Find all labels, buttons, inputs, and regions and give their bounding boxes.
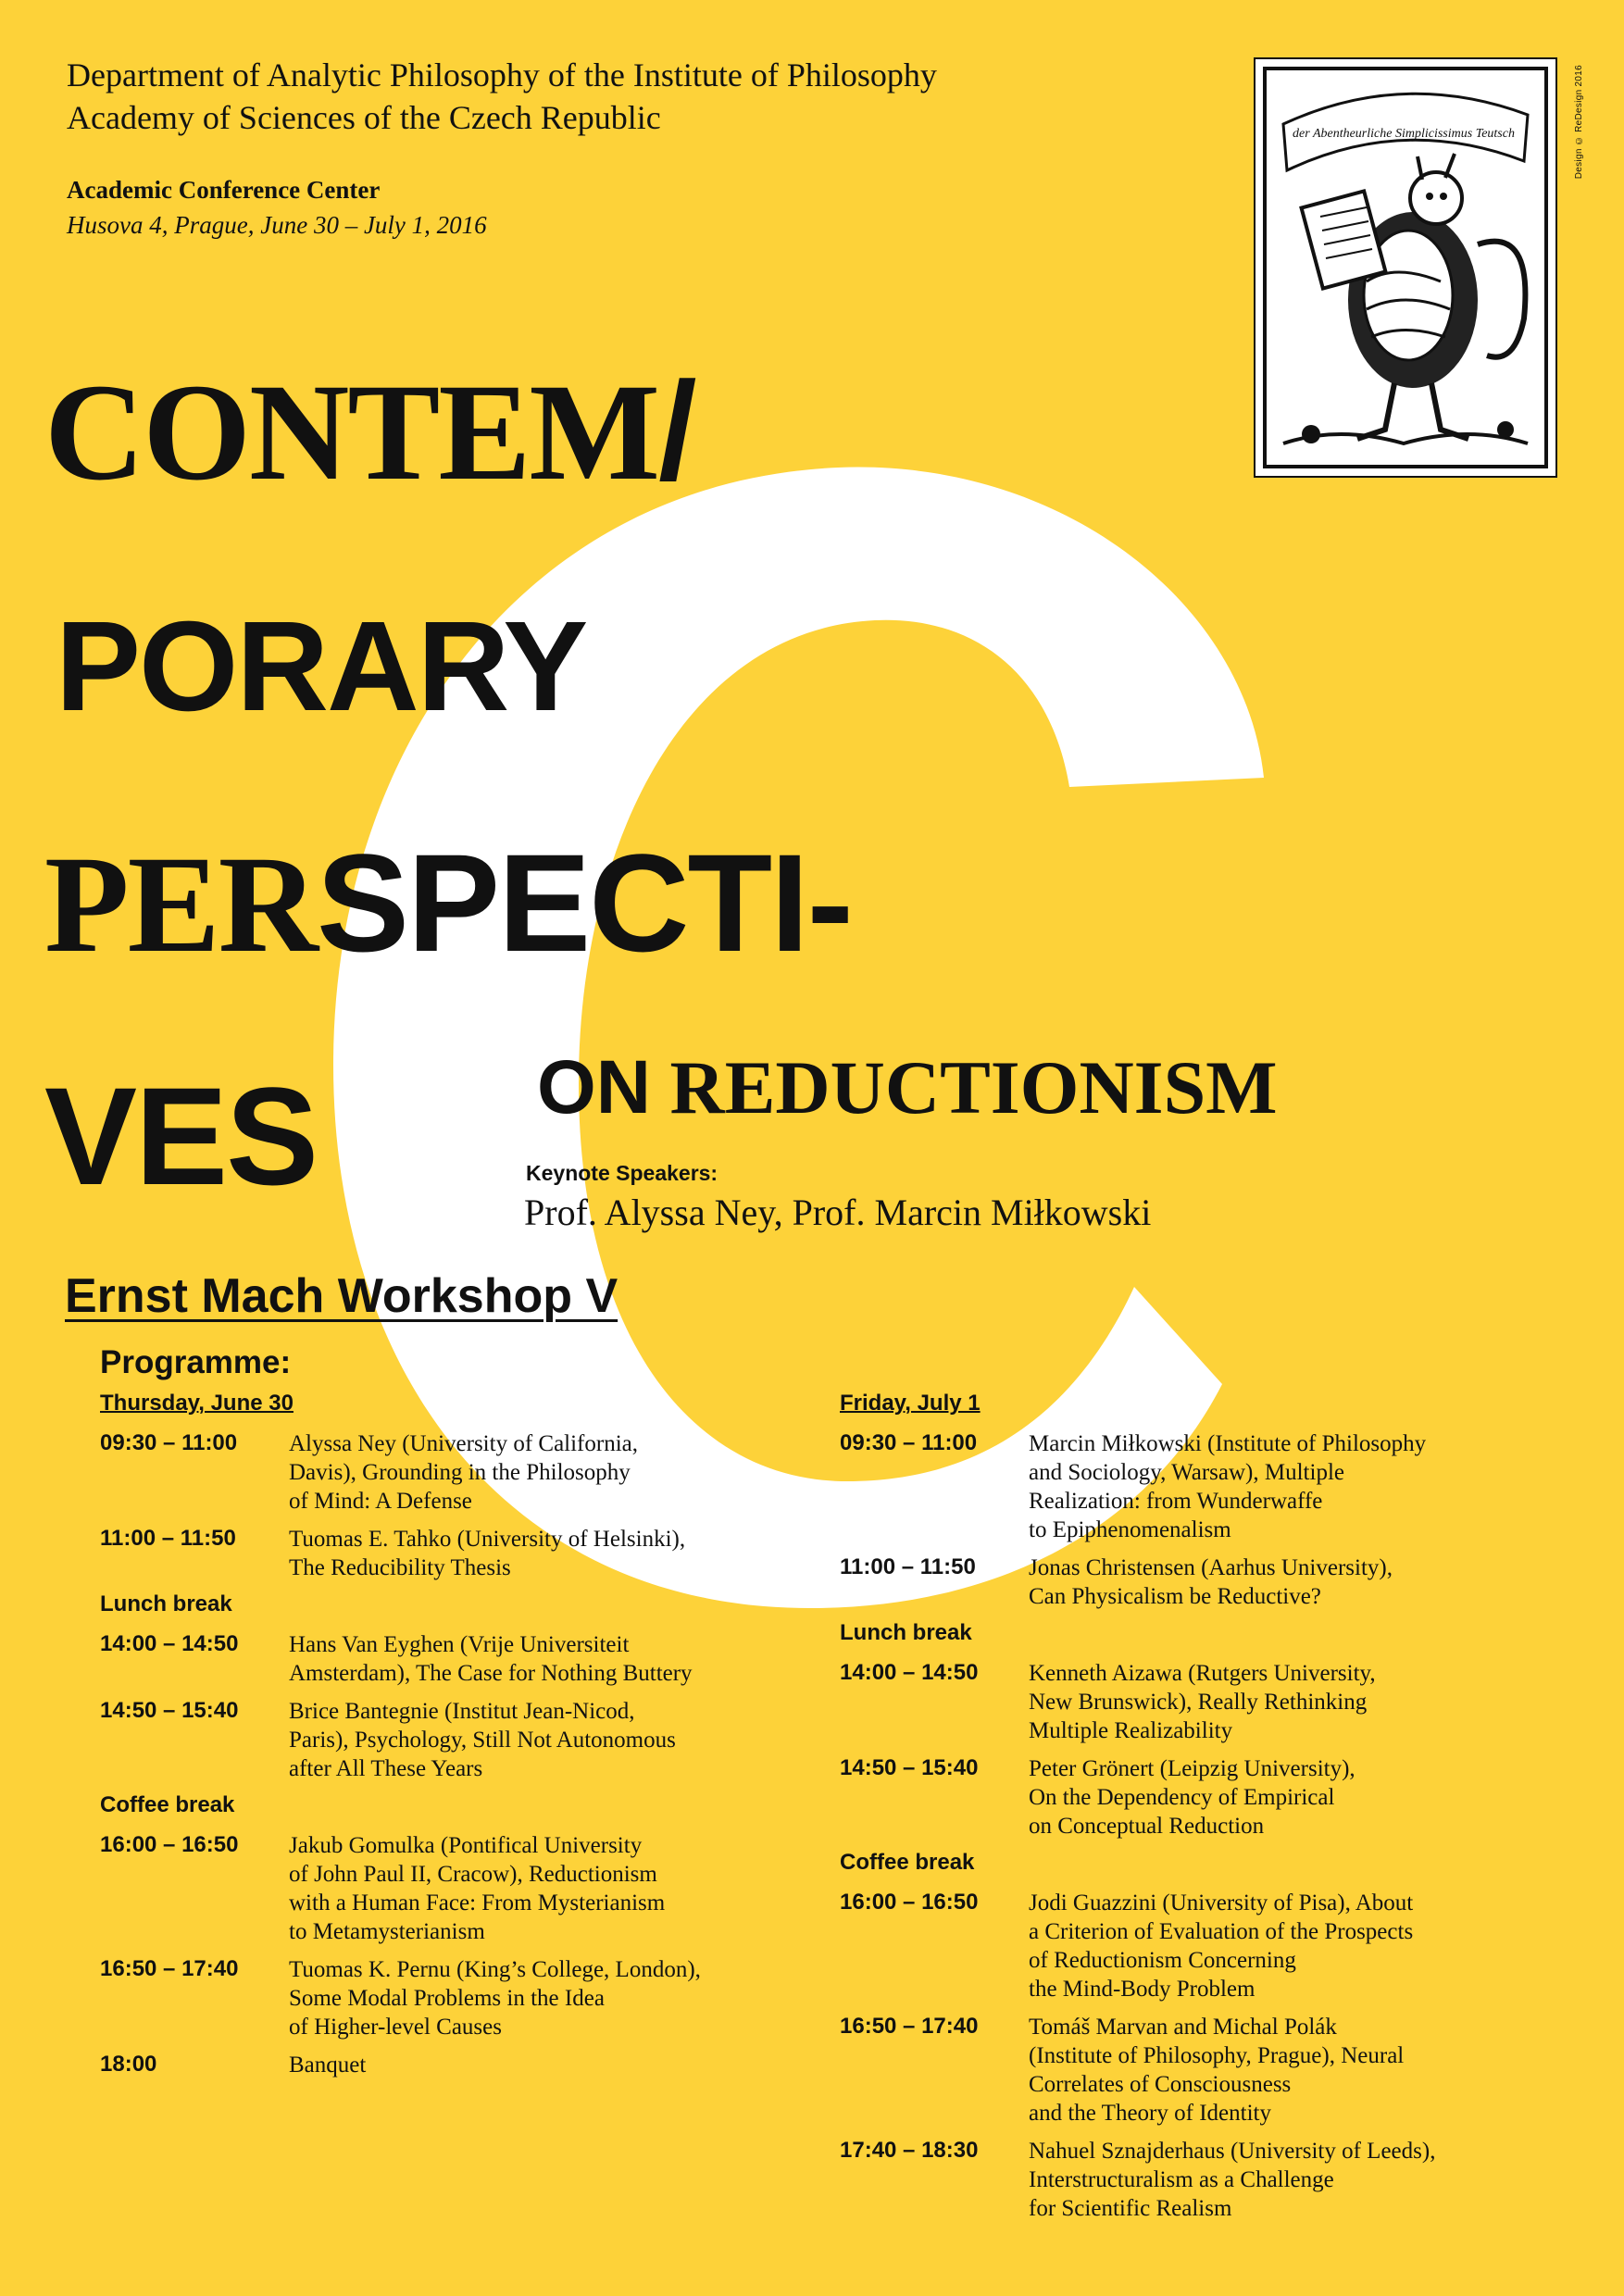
session-row [840, 1554, 1506, 1611]
organizer-line-2: Academy of Sciences of the Czech Republic [67, 99, 661, 136]
venue-block [67, 172, 487, 243]
session-row [840, 2137, 1506, 2223]
session-time: 14:50 – 15:40 [100, 1698, 239, 1723]
session-row [100, 2051, 767, 2079]
break-label: Lunch break [100, 1591, 232, 1616]
session-talk: Jonas Christensen (Aarhus University), Can Physicalism be Reductive? [1029, 1555, 1393, 1609]
session-row [100, 1525, 767, 1582]
title-line-1-serif: CONTEM [44, 356, 658, 509]
venue-name: Academic Conference Center [67, 176, 381, 204]
title-line-2: PORARY [56, 595, 587, 738]
venue-details: Husova 4, Prague, June 30 – July 1, 2016 [67, 211, 487, 239]
session-row [840, 1659, 1506, 1745]
schedule-thursday [100, 1391, 767, 2089]
day-heading: Thursday, June 30 [100, 1391, 294, 1416]
programme-label: Programme: [100, 1344, 292, 1380]
session-talk: Marcin Miłkowski (Institute of Philosophy and Sociology, Warsaw), Multiple Realization: from Wunderwaffe to Epiphenomenalism [1029, 1431, 1427, 1542]
session-time: 11:00 – 11:50 [840, 1554, 976, 1579]
session-time: 11:00 – 11:50 [100, 1526, 236, 1551]
organizer-header [67, 54, 937, 139]
title-line-1-slash: / [658, 353, 695, 508]
session-talk: Banquet [289, 2053, 367, 2078]
session-talk: Peter Grönert (Leipzig University), On the Dependency of Empirical on Conceptual Reduction [1029, 1756, 1355, 1839]
woodcut-illustration [1254, 57, 1557, 478]
session-row [840, 1889, 1506, 2003]
title-line-4: VES [44, 1058, 318, 1214]
session-row [100, 1630, 767, 1688]
break-label: Lunch break [840, 1620, 972, 1645]
session-talk: Brice Bantegnie (Institut Jean-Nicod, Paris), Psychology, Still Not Autonomous after All These Years [289, 1699, 676, 1781]
session-talk: Tuomas K. Pernu (King’s College, London), Some Modal Problems in the Idea of Higher-level Causes [289, 1957, 701, 2040]
keynote-names: Prof. Alyssa Ney, Prof. Marcin Miłkowski [524, 1192, 1152, 1233]
session-row [100, 1429, 767, 1516]
subtitle [537, 1046, 1278, 1129]
title-line-1 [44, 353, 695, 509]
session-row [100, 1831, 767, 1946]
session-row [840, 1754, 1506, 1841]
session-time: 18:00 [100, 2052, 157, 2077]
session-talk: Kenneth Aizawa (Rutgers University, New Brunswick), Really Rethinking Multiple Realizability [1029, 1661, 1376, 1743]
title-line-3-sans: SPECTI- [317, 825, 852, 980]
woodcut-image [1255, 59, 1555, 476]
title-line-3 [44, 825, 852, 981]
session-talk: Nahuel Sznajderhaus (University of Leeds), Interstructuralism as a Challenge for Scientific Realism [1029, 2139, 1436, 2221]
design-credit: Design © ReDesign 2016 [1574, 65, 1584, 180]
session-time: 16:50 – 17:40 [100, 1956, 239, 1981]
session-time: 16:00 – 16:50 [100, 1832, 239, 1857]
session-time: 17:40 – 18:30 [840, 2138, 979, 2163]
woodcut-banner: der Abentheurliche Simplicissimus Teutsch [1293, 127, 1515, 141]
session-talk: Tuomas E. Tahko (University of Helsinki), The Reducibility Thesis [289, 1527, 686, 1580]
session-time: 14:00 – 14:50 [100, 1631, 239, 1656]
session-talk: Hans Van Eyghen (Vrije Universiteit Amsterdam), The Case for Nothing Buttery [289, 1632, 693, 1686]
session-talk: Alyssa Ney (University of California, Davis), Grounding in the Philosophy of Mind: A Defense [289, 1431, 639, 1514]
session-time: 09:30 – 11:00 [100, 1430, 238, 1455]
session-row [100, 1955, 767, 2041]
subtitle-on: ON [537, 1045, 651, 1129]
organizer-line-1: Department of Analytic Philosophy of the Institute of Philosophy [67, 56, 937, 94]
session-time: 16:00 – 16:50 [840, 1890, 979, 1915]
session-talk: Jakub Gomulka (Pontifical University of John Paul II, Cracow), Reductionism with a Human Face: From Mysterianism to Metamysterianism [289, 1833, 666, 1944]
session-row [100, 1697, 767, 1783]
session-row [840, 2013, 1506, 2128]
workshop-title: Ernst Mach Workshop V [65, 1269, 618, 1323]
session-time: 14:00 – 14:50 [840, 1660, 979, 1685]
schedule-friday [840, 1391, 1506, 2232]
session-row [840, 1429, 1506, 1544]
session-time: 16:50 – 17:40 [840, 2014, 979, 2039]
title-line-3-serif: PER [44, 828, 317, 981]
session-talk: Tomáš Marvan and Michal Polák (Institute of Philosophy, Prague), Neural Correlates of Consciousness and the Theory of Identity [1029, 2015, 1405, 2126]
break-label: Coffee break [840, 1850, 975, 1875]
break-label: Coffee break [100, 1792, 235, 1817]
subtitle-reductionism: REDUCTIONISM [669, 1045, 1278, 1129]
day-heading: Friday, July 1 [840, 1391, 981, 1416]
session-time: 09:30 – 11:00 [840, 1430, 978, 1455]
session-time: 14:50 – 15:40 [840, 1755, 979, 1780]
keynote-label: Keynote Speakers: [526, 1161, 718, 1185]
session-talk: Jodi Guazzini (University of Pisa), About a Criterion of Evaluation of the Prospects of Reductionism Concerning the Mind-Body Problem [1029, 1890, 1414, 2002]
